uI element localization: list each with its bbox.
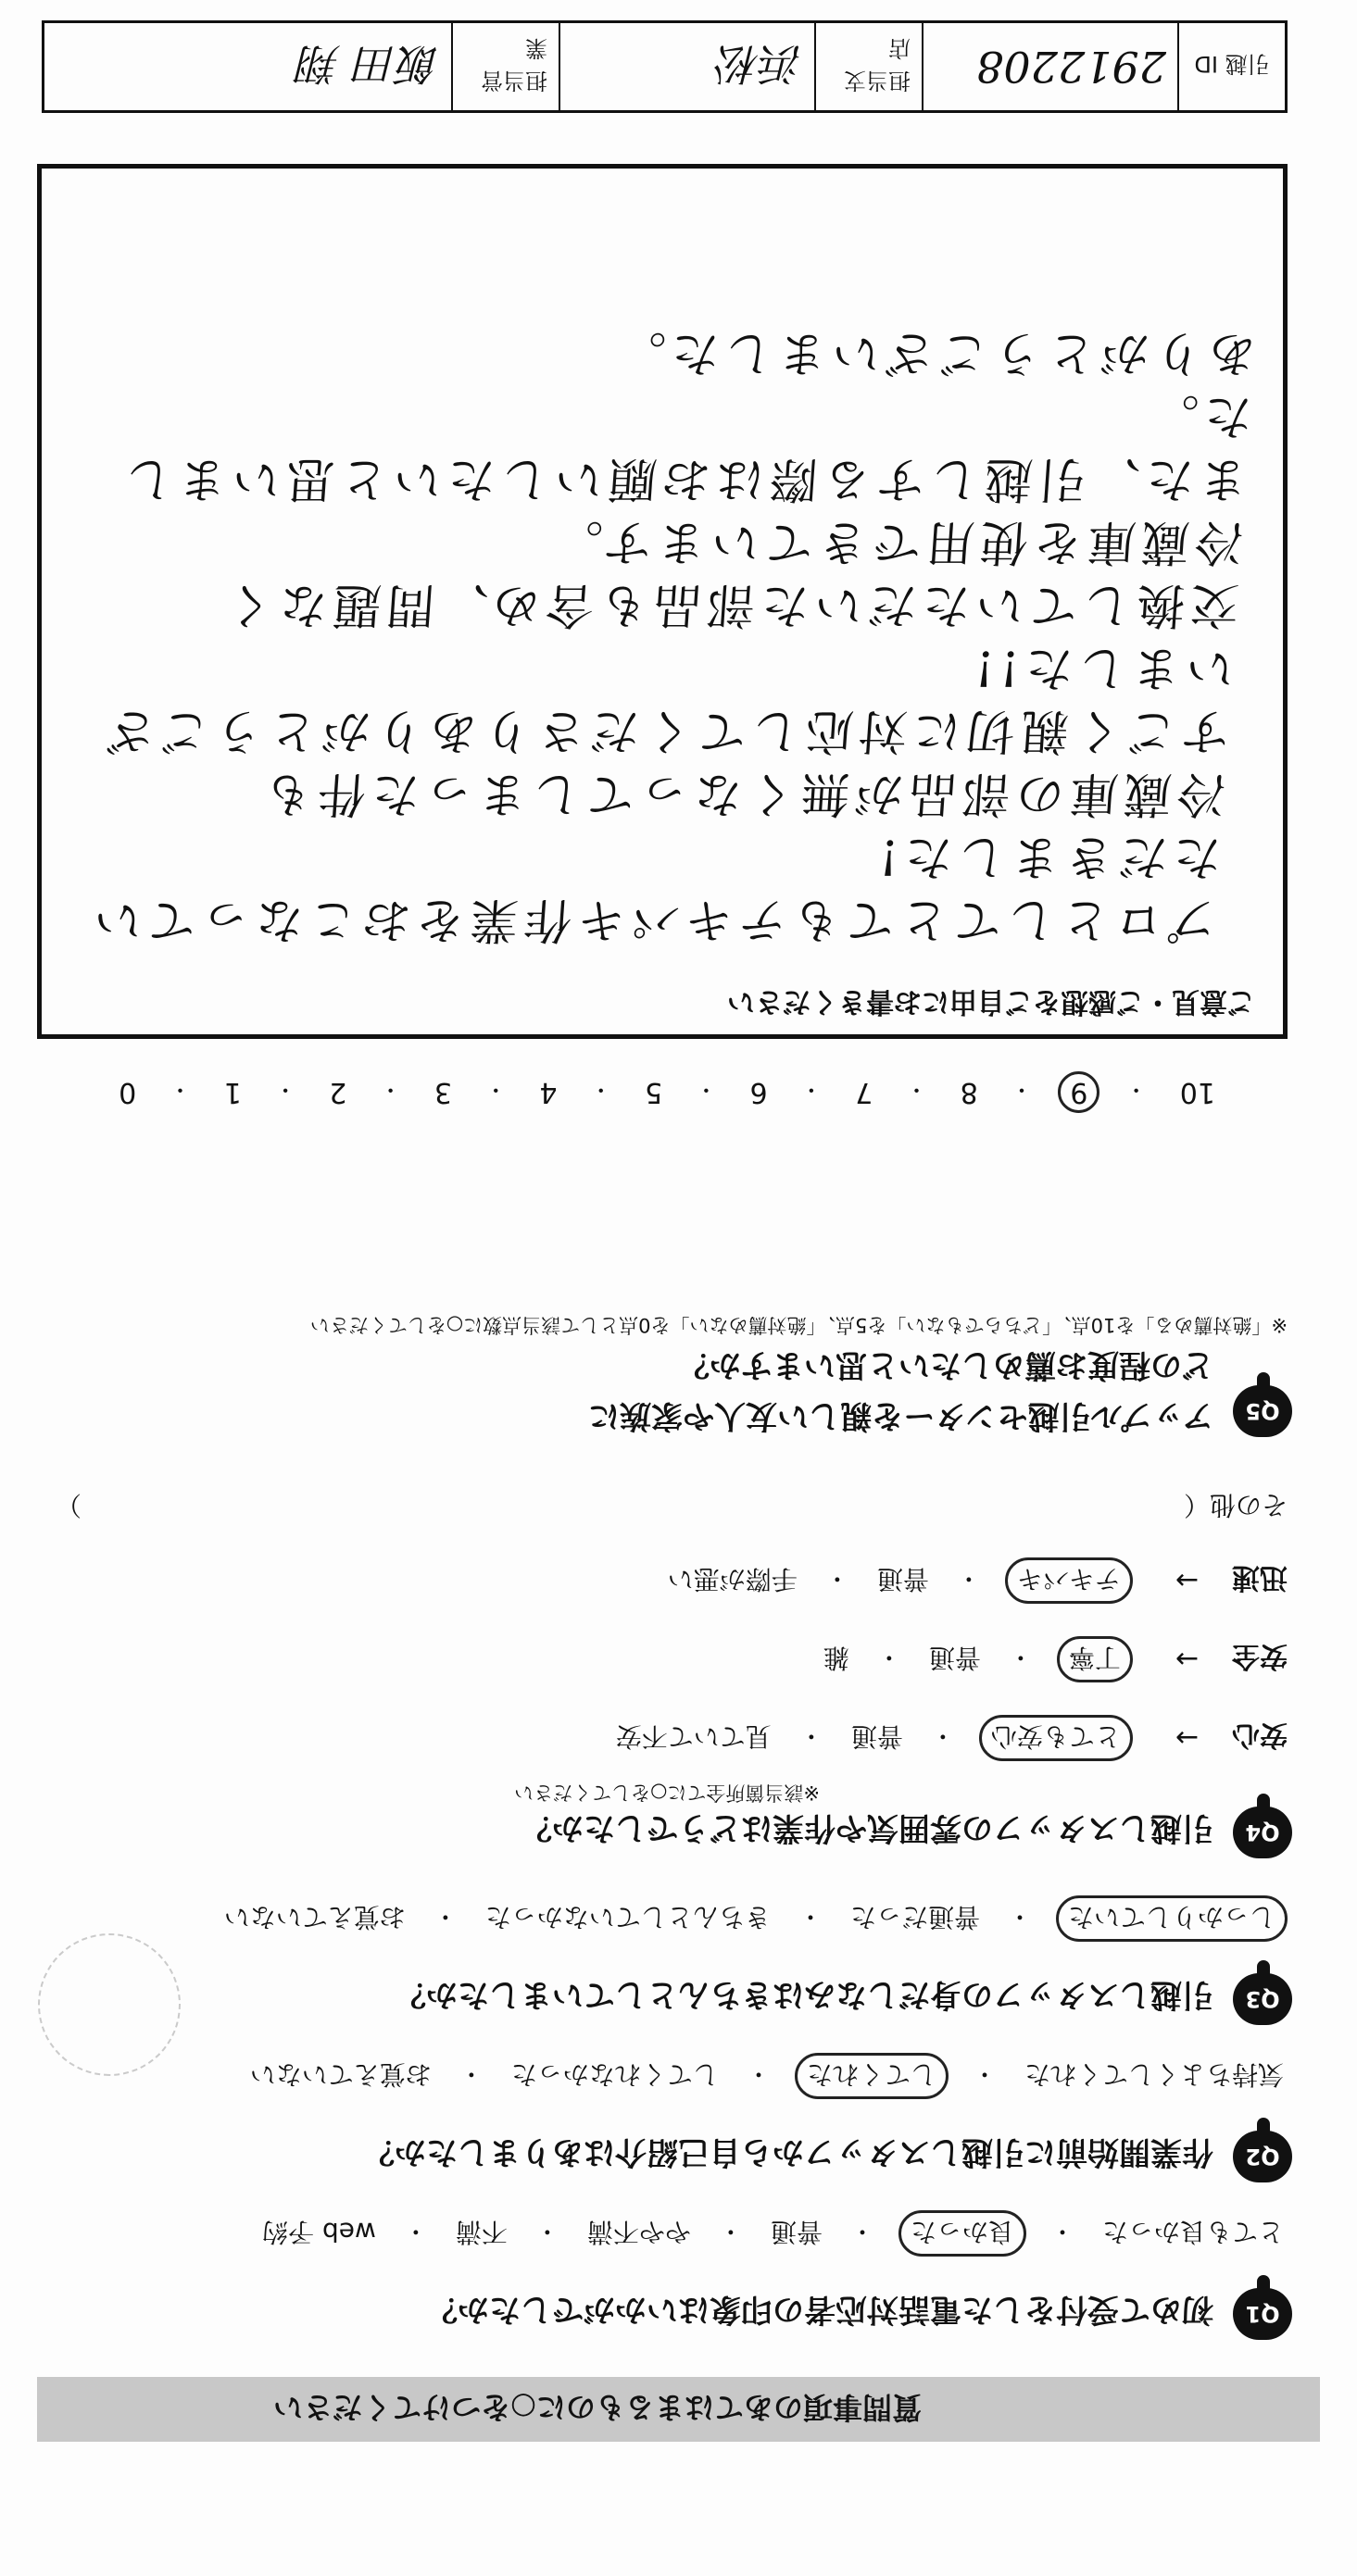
manager-value[interactable]: 飯田 翔: [298, 39, 440, 89]
q1-option-dissatisfied[interactable]: 不満: [455, 2217, 508, 2247]
scale-2[interactable]: 2: [329, 1076, 347, 1108]
q2-option-dont-remember[interactable]: お覚えていない: [249, 2059, 432, 2090]
q4-row-label: 安心: [1232, 1719, 1288, 1751]
q3-badge: [1233, 1973, 1292, 2025]
q2-option-pleasant[interactable]: 気持ちよくしてくれた: [1024, 2059, 1284, 2090]
q4-note: ※該当箇所全てに○をしてください: [514, 1782, 820, 1804]
q1-badge-label: Q1: [1245, 2301, 1280, 2327]
q4-other-label: その他（: [1183, 1490, 1288, 1520]
q2-option-no[interactable]: してくれなかった: [510, 2059, 719, 2090]
arrow-right-icon: →: [1175, 1643, 1199, 1676]
q4-security-very[interactable]: とても安心: [979, 1715, 1133, 1761]
move-id-label: 引越 ID: [1177, 23, 1285, 110]
q4-badge-label: Q4: [1245, 1819, 1280, 1845]
q3-option-normal[interactable]: 普通だった: [849, 1902, 980, 1932]
q1-options: とても良かった ・ 良かった ・ 普通 ・ やや不満 ・ 不満 ・ web 予約: [258, 2210, 1288, 2257]
q3-option-not-neat[interactable]: きちんとしていなかった: [484, 1902, 771, 1932]
scale-4[interactable]: 4: [539, 1076, 558, 1108]
q2-option-yes[interactable]: してくれた: [795, 2053, 949, 2099]
scale-5[interactable]: 5: [645, 1076, 663, 1108]
scale-8[interactable]: 8: [960, 1076, 978, 1108]
q4-speed-normal[interactable]: 普通: [876, 1564, 929, 1594]
branch-label: 担当支店: [814, 23, 922, 110]
q5-badge-label: Q5: [1245, 1398, 1280, 1424]
q2-badge: [1233, 2131, 1292, 2182]
handwritten-comment[interactable]: プロとしてとてもテキパキ作業をおこなっていただきました! 冷蔵庫の部品が無くなってしまった件も すごく親切に対応してくださりありがとうございました!! 交換していただいた部品も含め、問題なく 冷蔵庫を使用できています。 また、引越しする際はお願いしたいと思いました。 ありがとうございました。: [86, 325, 1259, 947]
q4-row-security: 安心 → とても安心 ・ 普通 ・ 見ていて不安: [612, 1715, 1288, 1761]
q4-safety-rough[interactable]: 雑: [823, 1643, 849, 1673]
q2-question: 作業開始前に引越しスタッフから自己紹介はありましたか？: [363, 2133, 1213, 2170]
q4-security-anxious[interactable]: 見ていて不安: [615, 1721, 772, 1752]
q5-scale: 10 ・ 9 ・ 8 ・ 7 ・ 6 ・ 5 ・ 4 ・ 3 ・ 2 ・ 1 ・ 0: [111, 1071, 1223, 1113]
q4-safety-normal[interactable]: 普通: [928, 1643, 981, 1673]
q1-option-very-good[interactable]: とても良かった: [1101, 2217, 1284, 2247]
q4-question: 引越しスタッフの雰囲気や作業はどうでしたか？: [521, 1809, 1213, 1846]
faint-stamp: [38, 1933, 181, 2076]
instruction-text: 質問事項のあてはまるものに○をつけてください: [273, 2390, 922, 2425]
comment-box: [37, 164, 1288, 1039]
arrow-right-icon: →: [1175, 1721, 1199, 1755]
arrow-right-icon: →: [1175, 1564, 1199, 1597]
scale-1[interactable]: 1: [223, 1076, 242, 1108]
q3-option-neat[interactable]: しっかりしていた: [1056, 1895, 1288, 1942]
q3-question: 引越しスタッフの身だしなみはきちんとしていましたか？: [395, 1976, 1213, 2013]
q5-badge: [1233, 1385, 1292, 1437]
q4-security-normal[interactable]: 普通: [850, 1721, 903, 1752]
q4-row-speed: 迅速 → テキパキ ・ 普通 ・ 手際が悪い: [664, 1557, 1288, 1604]
q4-other-row: [56, 1488, 1288, 1525]
q2-badge-label: Q2: [1245, 2144, 1280, 2170]
q2-options: 気持ちよくしてくれた ・ してくれた ・ してくれなかった ・ お覚えていない: [246, 2053, 1288, 2099]
scale-7[interactable]: 7: [855, 1076, 873, 1108]
scale-10[interactable]: 10: [1179, 1076, 1215, 1108]
q1-option-web[interactable]: web 予約: [262, 2217, 376, 2247]
scale-9[interactable]: 9: [1058, 1071, 1099, 1113]
q4-badge: [1233, 1807, 1292, 1858]
q4-speed-brisk[interactable]: テキパキ: [1005, 1557, 1133, 1604]
q4-row-label: 安全: [1232, 1640, 1288, 1672]
q1-question: 初めて受付をした電話対応者の印象はいかがでしたか？: [426, 2291, 1213, 2328]
q5-question-line2: どの程度お薦めしたいと思いますか？: [678, 1346, 1213, 1383]
scale-3[interactable]: 3: [433, 1076, 452, 1108]
q4-row-safety: 安全 → 丁寧 ・ 普通 ・ 雑: [820, 1636, 1288, 1682]
manager-label: 担当営業: [451, 23, 559, 110]
q4-row-label: 迅速: [1232, 1561, 1288, 1594]
scale-6[interactable]: 6: [749, 1076, 768, 1108]
q4-safety-careful[interactable]: 丁寧: [1057, 1636, 1133, 1682]
info-table: [42, 20, 1288, 113]
move-id-value[interactable]: 2912208: [922, 23, 1177, 110]
instruction-banner: [37, 2377, 1320, 2442]
comment-title: ご意見・ご感想をご自由にお書きください: [727, 985, 1255, 1018]
q4-other-close: ）: [56, 1490, 82, 1520]
q1-badge: [1233, 2288, 1292, 2340]
q4-speed-clumsy[interactable]: 手際が悪い: [667, 1564, 798, 1594]
q1-option-somewhat-dissatisfied[interactable]: やや不満: [586, 2217, 691, 2247]
q1-option-good[interactable]: 良かった: [898, 2210, 1026, 2257]
q1-option-normal[interactable]: 普通: [770, 2217, 823, 2247]
branch-value[interactable]: 浜松: [559, 23, 814, 110]
scale-0[interactable]: 0: [119, 1076, 137, 1108]
q5-question-line1: アップル引越センターを親しい友人や家族に: [588, 1397, 1213, 1434]
q5-note: ※「絶対薦める」を10点、「どちらでもない」を5点、「絶対薦めない」を0点として該当点数に○をしてください: [309, 1314, 1288, 1336]
q3-options: しっかりしていた ・ 普通だった ・ きちんとしていなかった ・ お覚えていない: [220, 1895, 1288, 1942]
q3-badge-label: Q3: [1245, 1986, 1280, 2012]
q3-option-dont-remember[interactable]: お覚えていない: [223, 1902, 406, 1932]
